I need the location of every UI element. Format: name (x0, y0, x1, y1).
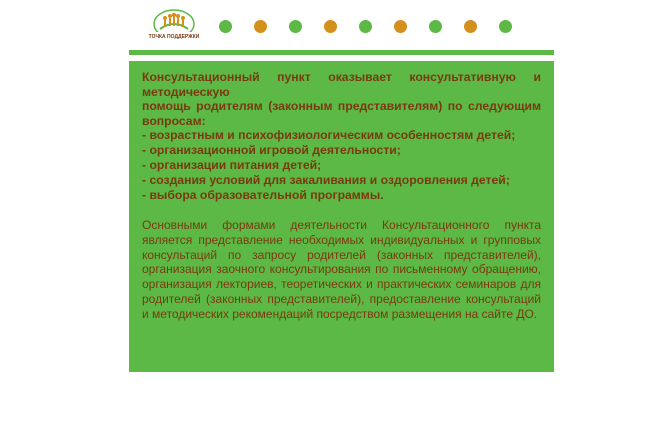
nav-dot[interactable] (394, 20, 407, 33)
logo-text: ТОЧКА ПОДДЕРЖКИ (148, 34, 200, 40)
intro-line: Консультационный пункт оказывает консультативную и методическую (142, 70, 541, 99)
topics-list (142, 128, 541, 203)
nav-dot[interactable] (254, 20, 267, 33)
nav-dot[interactable] (429, 20, 442, 33)
nav-dot[interactable] (359, 20, 372, 33)
nav-dot[interactable] (324, 20, 337, 33)
nav-dot[interactable] (289, 20, 302, 33)
nav-dots (0, 20, 668, 34)
intro-text (142, 70, 541, 128)
nav-dot[interactable] (464, 20, 477, 33)
forms-paragraph: Основными формами деятельности Консультационного пункта является представление необходимых индивидуальных и групповых консультаций по запросу родителей (законных представителей), организация заочного консультирования по письменному обращению, организация лекториев, теоретических и практических семинаров для родителей (законных представителей), предоставление консультаций и методических рекомендаций посредством размещения на сайте ДО. (142, 218, 541, 321)
list-item: - возрастным и психофизиологическим особенностям детей; (142, 128, 516, 143)
nav-dot[interactable] (499, 20, 512, 33)
list-item: - выбора образовательной программы. (142, 188, 384, 203)
list-item: - организации питания детей; (142, 158, 322, 173)
intro-line: помощь родителям (законным представителям) по следующим вопросам: (142, 99, 541, 128)
header-divider (129, 50, 554, 55)
list-item: - организационной игровой деятельности; (142, 143, 401, 158)
list-item: - создания условий для закаливания и оздоровления детей; (142, 173, 510, 188)
info-panel (129, 61, 554, 372)
nav-dot[interactable] (219, 20, 232, 33)
